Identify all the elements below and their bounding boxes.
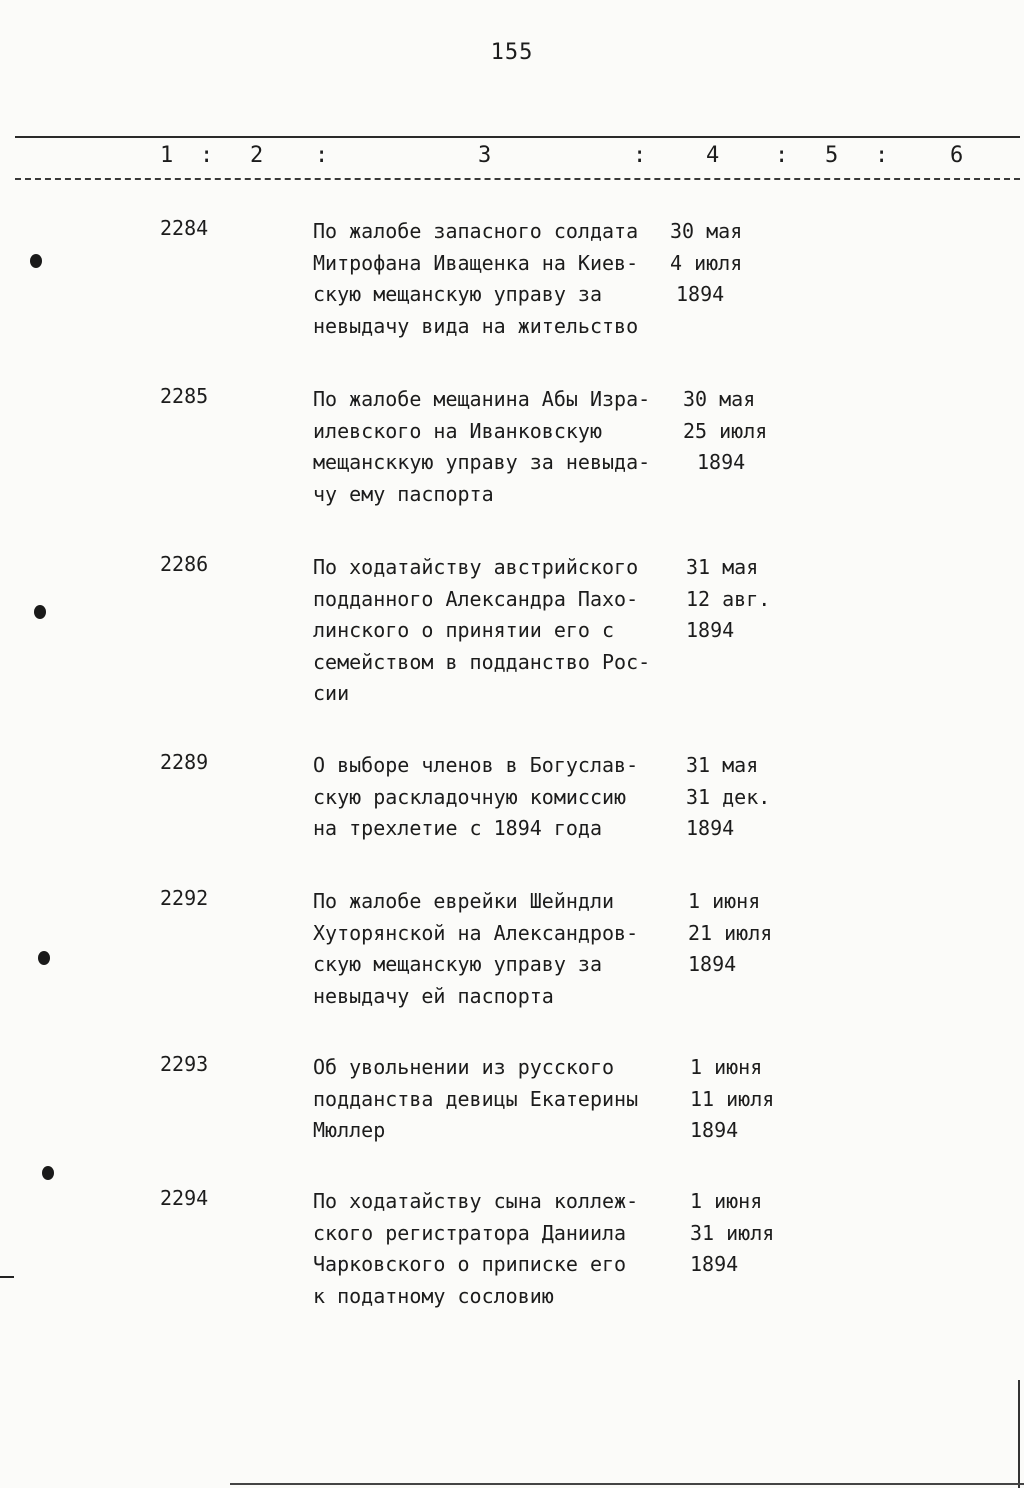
entry-description (313, 1186, 683, 1312)
entry-description (313, 552, 683, 710)
entry-dates (670, 216, 790, 311)
entry-number: 2289 (160, 750, 209, 774)
description-line: Митрофана Иващенка на Киев- (313, 250, 639, 275)
year: 1894 (686, 618, 735, 642)
column-header-1: 1 (160, 143, 174, 168)
entry-dates (686, 552, 806, 647)
description-line: О выборе членов в Богуслав- (313, 753, 639, 777)
header-bottom-rule (15, 178, 1020, 180)
entry-dates (690, 1186, 810, 1281)
description-line: скую раскладочную комиссию (313, 784, 627, 809)
description-line: илевского на Иванковскую (313, 418, 602, 443)
year: 1894 (690, 1252, 739, 1276)
description-line: Хуторянской на Александров- (313, 920, 639, 945)
entry-number: 2286 (160, 552, 209, 576)
entry-number: 2292 (160, 886, 209, 910)
description-line: Об увольнении из русского (313, 1055, 615, 1079)
column-header-4: 4 (706, 143, 720, 168)
margin-mark (0, 1276, 14, 1278)
year: 1894 (688, 952, 737, 976)
description-line: сии (313, 681, 350, 705)
description-line: По жалобе запасного солдата (313, 219, 639, 243)
description-line: ского регистратора Даниила (313, 1220, 627, 1245)
description-line: скую мещанскую управу за (313, 282, 602, 306)
binding-hole-mark (38, 951, 50, 965)
column-header-row (0, 143, 1024, 173)
entry-number: 2293 (160, 1052, 209, 1076)
entry-description (313, 1052, 683, 1147)
description-line: подданного Александра Пахо- (313, 586, 639, 611)
page-edge-line (1018, 1380, 1020, 1488)
binding-hole-mark (30, 254, 42, 268)
start-date: 1 июня (688, 889, 761, 913)
end-date: 31 дек. (686, 784, 771, 809)
year: 1894 (690, 1118, 739, 1142)
column-header-2: 2 (250, 143, 264, 168)
description-line: чу ему паспорта (313, 481, 494, 506)
entry-description (313, 384, 683, 510)
page-bottom-line (230, 1483, 1024, 1485)
start-date: 31 мая (686, 753, 759, 777)
description-line: По жалобе мещанина Абы Изра- (313, 387, 651, 411)
year: 1894 (676, 282, 725, 306)
column-separator: : (775, 143, 789, 168)
binding-hole-mark (42, 1166, 54, 1180)
entry-number: 2284 (160, 216, 209, 240)
description-line: Мюллер (313, 1118, 386, 1142)
start-date: 30 мая (670, 219, 743, 243)
end-date: 4 июля (670, 250, 743, 275)
end-date: 31 июля (690, 1220, 775, 1245)
description-line: По ходатайству австрийского (313, 555, 639, 579)
column-separator: : (875, 143, 889, 168)
description-line: Чарковского о приписке его (313, 1252, 627, 1276)
page-number: 155 (490, 40, 534, 65)
description-line: По жалобе еврейки Шейндли (313, 889, 615, 913)
column-header-3: 3 (478, 143, 492, 168)
year: 1894 (686, 816, 735, 840)
entry-dates (686, 750, 806, 845)
description-line: семейством в подданство Рос- (313, 649, 651, 674)
description-line: скую мещанскую управу за (313, 952, 602, 976)
column-separator: : (315, 143, 329, 168)
description-line: на трехлетие с 1894 года (313, 816, 602, 840)
description-line: подданства девицы Екатерины (313, 1086, 639, 1111)
entry-number: 2294 (160, 1186, 209, 1210)
year: 1894 (697, 450, 746, 474)
description-line: По ходатайству сына коллеж- (313, 1189, 639, 1213)
description-line: мещансккую управу за невыда- (313, 450, 651, 474)
column-header-5: 5 (825, 143, 839, 168)
start-date: 31 мая (686, 555, 759, 579)
description-line: невыдачу ей паспорта (313, 983, 554, 1008)
entry-dates (688, 886, 808, 981)
entry-dates (683, 384, 803, 479)
column-separator: : (200, 143, 214, 168)
entry-dates (690, 1052, 810, 1147)
entry-description (313, 750, 683, 845)
column-header-6: 6 (950, 143, 964, 168)
end-date: 25 июля (683, 418, 768, 443)
column-separator: : (633, 143, 647, 168)
start-date: 1 июня (690, 1055, 763, 1079)
binding-hole-mark (34, 605, 46, 619)
header-top-rule (15, 136, 1020, 138)
description-line: к податному сословию (313, 1283, 554, 1308)
entry-description (313, 216, 683, 342)
end-date: 11 июля (690, 1086, 775, 1111)
start-date: 30 мая (683, 387, 756, 411)
start-date: 1 июня (690, 1189, 763, 1213)
entry-description (313, 886, 683, 1012)
description-line: линского о принятии его с (313, 618, 615, 642)
entry-number: 2285 (160, 384, 209, 408)
description-line: невыдачу вида на жительство (313, 313, 639, 338)
end-date: 21 июля (688, 920, 773, 945)
end-date: 12 авг. (686, 586, 771, 611)
